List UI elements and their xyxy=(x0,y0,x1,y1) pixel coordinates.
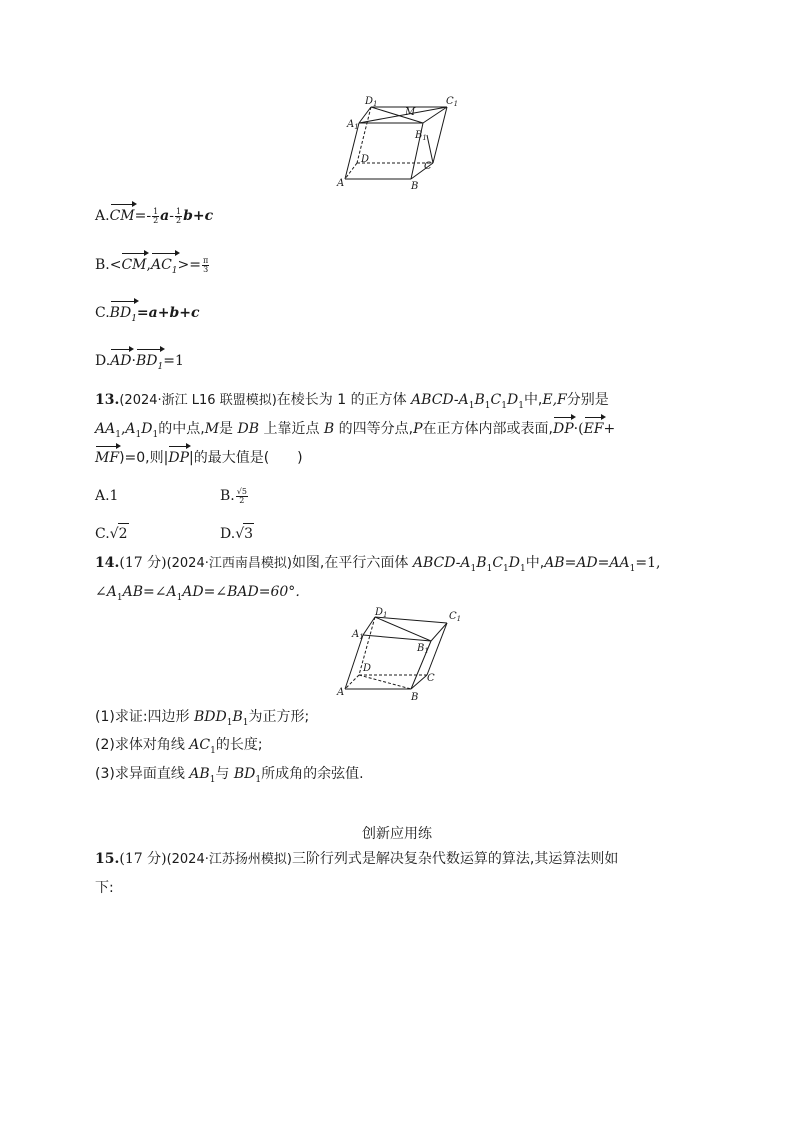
q13-option-d: D.√3 xyxy=(220,523,254,544)
q14-part-2: (2)求体对角线 $AC_1$的长度; xyxy=(95,737,263,756)
q14-part-1: (1)求证:四边形 $BDD_1B_1$为正方形; xyxy=(95,709,310,728)
label-A1: $A_1$ xyxy=(352,629,364,641)
label-C1: $C_1$ xyxy=(446,96,459,108)
label-M: M xyxy=(405,107,416,118)
label-A1: $A_1$ xyxy=(347,119,359,131)
label-C: C xyxy=(427,673,435,684)
label-D1: $D_1$ xyxy=(365,96,378,108)
label-B: B xyxy=(411,692,419,703)
q12-option-b: $B.<CM,AC_1>=$ $\frac{\pi}{3}$ xyxy=(95,255,210,281)
label-B1: $B_1$ xyxy=(417,643,429,655)
label-B: B xyxy=(411,181,419,192)
label-D1: $D_1$ xyxy=(375,607,388,619)
q14-part-3: (3)求异面直线 $AB_1$与 $BD_1$所成角的余弦值. xyxy=(95,766,364,785)
q13-line-1: 13.(2024·浙江 L16 联盟模拟)在棱长为 1 的正方体 ABCD-$A_1B_1C_1D_1$中,E,F分别是 xyxy=(95,392,609,411)
section-title: 创新应用练 xyxy=(362,826,432,842)
q12-option-c: $C.BD_1=a+b+c$ xyxy=(95,303,200,329)
parallelepiped-figure-2 xyxy=(335,605,465,705)
q15-line-2: 下: xyxy=(95,880,114,896)
parallelepiped-figure-1 xyxy=(335,95,465,195)
label-A: A xyxy=(337,178,345,189)
label-C1: $C_1$ xyxy=(449,611,462,623)
label-D: D xyxy=(363,663,372,674)
label-D: D xyxy=(361,154,370,165)
q14-line-2: $\angle A_1AB=\angle A_1AD=\angle BAD=60^\circ$． xyxy=(95,584,310,603)
q13-option-c: C.√2 xyxy=(95,523,129,544)
label-A: A xyxy=(337,687,345,698)
q13-option-a: A.1 xyxy=(95,488,119,504)
q13-line-2: $AA_1,A_1D_1$的中点,M是 DB 上靠近点 B 的四等分点,P在正方体内部或表面,DP·(EF+ xyxy=(95,421,616,440)
q14-line-1: 14.(17 分)(2024·江西南昌模拟)如图,在平行六面体 ABCD-$A_1B_1C_1D_1$中$,AB=AD=AA_1=1$, xyxy=(95,555,661,574)
q13-line-3: MF)=0,则|DP|的最大值是( ) xyxy=(95,450,303,466)
q13-option-b: B. $\frac{√5}{2}$ xyxy=(220,486,247,505)
q12-option-d: $D.AD\cdot BD_1=1$ xyxy=(95,351,184,377)
q15-line-1: 15.(17 分)(2024·江苏扬州模拟)三阶行列式是解决复杂代数运算的算法,其运算法则如 xyxy=(95,851,619,867)
label-C: C xyxy=(424,161,432,172)
label-B1: $B_1$ xyxy=(415,130,427,142)
q12-option-a: A.CM=- $\frac{1}{2}$ a- $\frac{1}{2}$ b+c xyxy=(95,206,214,225)
